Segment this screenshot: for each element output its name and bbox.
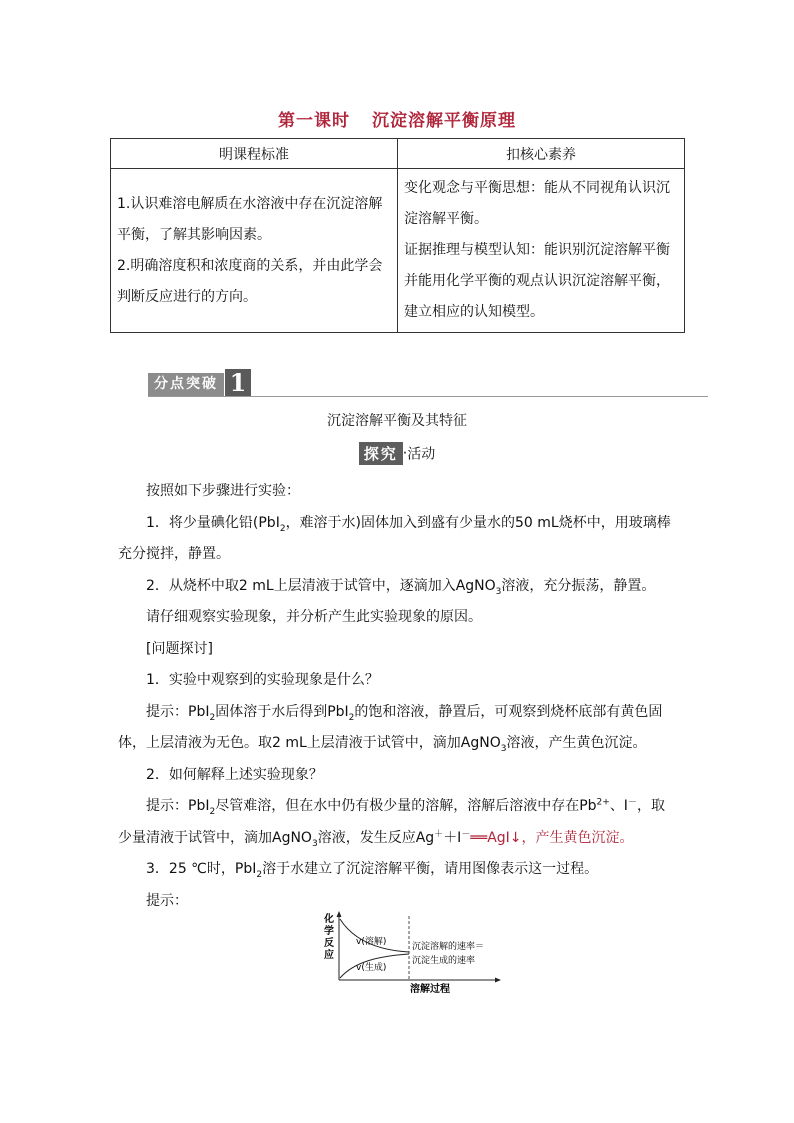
banner-number: 1 bbox=[225, 369, 251, 396]
step-1: 1．将少量碘化铅(PbI$_2$，难溶于水)固体加入到盛有少量水的50 mL烧杯中，用玻璃棒充分搅拌，静置。 bbox=[118, 514, 671, 562]
header-literacy: 扣核心素养 bbox=[398, 139, 685, 169]
explore-heading bbox=[0, 442, 794, 465]
header-standards: 明课程标准 bbox=[111, 139, 398, 169]
question-2: 2．如何解释上述实验现象？ bbox=[146, 766, 323, 783]
rate-diagram bbox=[318, 910, 508, 995]
literacy-item: 变化观念与平衡思想：能从不同视角认识沉淀溶解平衡。 bbox=[404, 180, 670, 227]
standard-item: 1.认识难溶电解质在水溶液中存在沉淀溶解平衡，了解其影响因素。 bbox=[117, 195, 383, 243]
question-3: 3．25 ℃时，PbI$_2$溶于水建立了沉淀溶解平衡，请用图像表示这一过程。 bbox=[146, 861, 599, 880]
y-label-char: 学 bbox=[324, 926, 334, 937]
question-heading: [问题探讨] bbox=[146, 640, 213, 657]
y-label-char: 反 bbox=[324, 938, 334, 949]
y-label-char: 化 bbox=[324, 914, 334, 925]
banner-label: 分点突破 bbox=[148, 373, 224, 396]
divider bbox=[148, 396, 708, 397]
step-2: 2．从烧杯中取2 mL上层清液于试管中，逐滴加入AgNO$_3$溶液，充分振荡，静置。 bbox=[146, 577, 656, 597]
literacy-cell bbox=[398, 169, 685, 333]
answer-3: 提示： bbox=[146, 892, 188, 909]
x-axis-arrow bbox=[495, 978, 501, 983]
explore-tag: 探究 bbox=[359, 442, 403, 465]
lesson-number: 第一课时 bbox=[278, 111, 350, 131]
curve-label-dissolve: v(溶解) bbox=[356, 937, 387, 947]
section-banner bbox=[148, 369, 251, 396]
lesson-title: 沉淀溶解平衡原理 bbox=[372, 111, 516, 131]
paragraph: 请仔细观察实验现象，并分析产生此实验现象的原因。 bbox=[146, 609, 482, 625]
curve-label-form: v(生成) bbox=[356, 963, 387, 973]
main-text bbox=[118, 476, 678, 917]
literacy-item: 证据推理与模型认知：能识别沉淀溶解平衡并能用化学平衡的观点认识沉淀溶解平衡，建立相应的认知模型。 bbox=[404, 242, 670, 320]
y-axis-arrow bbox=[337, 911, 342, 917]
y-label-char: 应 bbox=[324, 950, 334, 961]
equilibrium-note: 沉淀生成的速率 bbox=[412, 956, 476, 966]
question-1: 1．实验中观察到的实验现象是什么？ bbox=[146, 672, 379, 688]
standards-cell bbox=[111, 169, 398, 333]
standard-item: 2.明确溶度积和浓度商的关系，并由此学会判断反应进行的方向。 bbox=[117, 257, 383, 305]
answer-2: 提示：PbI$_2$尽管难溶，但在水中仍有极少量的溶解，溶解后溶液中存在$Pb^{2+}$、I－，取少量清液于试管中，滴加AgNO$_3$溶液，发生反应Ag＋＋I－══AgI↓，产生黄色沉淀。 bbox=[118, 797, 665, 849]
equilibrium-note: 沉淀溶解的速率＝ bbox=[412, 942, 485, 952]
section-title: 沉淀溶解平衡及其特征 bbox=[327, 413, 467, 429]
paragraph: 按照如下步骤进行实验： bbox=[146, 483, 300, 499]
dissolution-curve bbox=[340, 919, 409, 952]
x-label: 溶解过程 bbox=[410, 984, 450, 995]
explore-activity: 活动 bbox=[407, 446, 436, 463]
curriculum-table bbox=[110, 138, 685, 333]
answer-1: 提示：PbI$_2$固体溶于水后得到PbI$_2$的饱和溶液，静置后，可观察到烧杯底部有黄色固体，上层清液为无色。取2 mL上层清液于试管中，滴加AgNO$_3$溶液，产生黄色沉淀。 bbox=[118, 703, 663, 754]
explore-dot: · bbox=[402, 445, 408, 462]
page-title bbox=[0, 106, 794, 131]
